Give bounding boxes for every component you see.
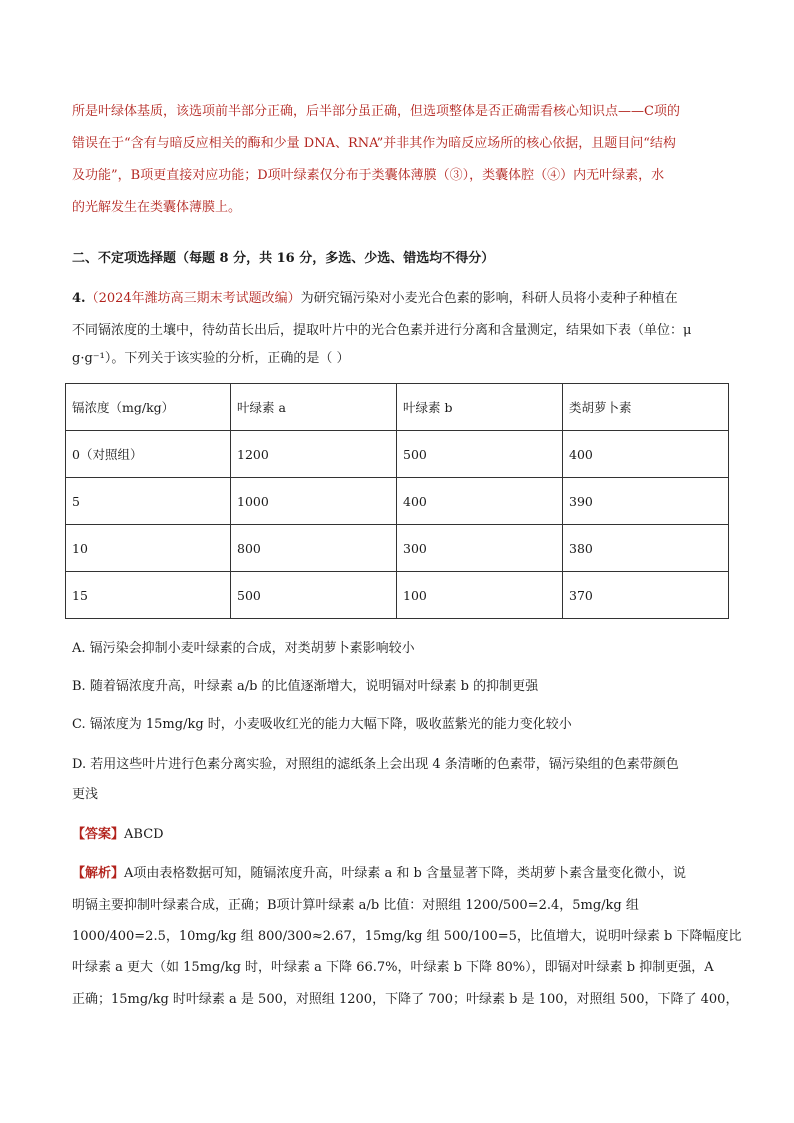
table-header-cell: 类胡萝卜素	[563, 384, 729, 431]
table-cell: 300	[397, 525, 563, 572]
table-cell: 10	[66, 525, 231, 572]
option-c: C. 镉浓度为 15mg/kg 时，小麦吸收红光的能力大幅下降，吸收蓝紫光的能力变化较小	[72, 717, 572, 732]
section-title: 二、不定项选择题（每题 8 分，共 16 分，多选、少选、错选均不得分）	[72, 251, 495, 266]
table-cell: 500	[231, 572, 397, 619]
question-stem-line-1	[72, 290, 678, 308]
question-source: （2024年潍坊高三期末考试题改编）	[85, 291, 301, 306]
table-cell: 1200	[231, 431, 397, 478]
analysis-label: 【解析】	[72, 866, 125, 881]
analysis-line-3: 1000/400=2.5，10mg/kg 组 800/300≈2.67，15mg/kg 组 500/100=5，比值增大，说明叶绿素 b 下降幅度比	[72, 929, 742, 944]
intro-line-2: 错误在于“含有与暗反应相关的酶和少量 DNA、RNA”并非其作为暗反应场所的核心依据，且题目问“结构	[72, 136, 676, 151]
table-row	[66, 478, 729, 525]
table-header-row	[66, 384, 729, 431]
table-cell: 1000	[231, 478, 397, 525]
question-stem-line-2: 不同镉浓度的土壤中，待幼苗长出后，提取叶片中的光合色素并进行分离和含量测定，结果如下表（单位：μ	[72, 323, 692, 338]
table-cell: 390	[563, 478, 729, 525]
intro-line-4: 的光解发生在类囊体薄膜上。	[72, 200, 242, 215]
table-cell: 5	[66, 478, 231, 525]
analysis-text-1: A项由表格数据可知，随镉浓度升高，叶绿素 a 和 b 含量显著下降，类胡萝卜素含量变化微小，说	[124, 866, 687, 881]
table-row	[66, 525, 729, 572]
table-header-cell: 镉浓度（mg/kg）	[66, 384, 231, 431]
question-stem-line-3: g·g⁻¹）。下列关于该实验的分析，正确的是（ ）	[72, 351, 350, 366]
intro-line-3: 及功能”，B项更直接对应功能；D项叶绿素仅分布于类囊体薄膜（③），类囊体腔（④）内无叶绿素，水	[72, 168, 665, 183]
option-b: B. 随着镉浓度升高，叶绿素 a/b 的比值逐渐增大，说明镉对叶绿素 b 的抑制更强	[72, 679, 539, 694]
answer-value: ABCD	[124, 827, 164, 842]
option-d-line-1: D. 若用这些叶片进行色素分离实验，对照组的滤纸条上会出现 4 条清晰的色素带，镉污染组的色素带颜色	[72, 757, 679, 772]
option-d-line-2: 更浅	[72, 787, 99, 802]
table-cell: 380	[563, 525, 729, 572]
analysis-line-2: 明镉主要抑制叶绿素合成，正确；B项计算叶绿素 a/b 比值：对照组 1200/500=2.4，5mg/kg 组	[72, 898, 639, 913]
answer-label: 【答案】	[72, 827, 125, 842]
answer-line	[72, 826, 164, 844]
table-cell: 400	[563, 431, 729, 478]
table-cell: 500	[397, 431, 563, 478]
question-number: 4.	[72, 291, 86, 306]
table-cell: 800	[231, 525, 397, 572]
analysis-line-5: 正确；15mg/kg 时叶绿素 a 是 500，对照组 1200，下降了 700；叶绿素 b 是 100，对照组 500，下降了 400，	[72, 992, 739, 1007]
table-cell: 100	[397, 572, 563, 619]
table-row	[66, 572, 729, 619]
table-row	[66, 431, 729, 478]
option-a: A. 镉污染会抑制小麦叶绿素的合成，对类胡萝卜素影响较小	[72, 641, 415, 656]
question-stem-text-1: 为研究镉污染对小麦光合色素的影响，科研人员将小麦种子种植在	[300, 291, 678, 306]
table-cell: 400	[397, 478, 563, 525]
pigment-table	[65, 383, 729, 619]
table-cell: 370	[563, 572, 729, 619]
table-cell: 0（对照组）	[66, 431, 231, 478]
intro-line-1: 所是叶绿体基质，该选项前半部分正确，后半部分虽正确，但选项整体是否正确需看核心知识点——C项的	[72, 104, 680, 119]
analysis-line-1	[72, 865, 686, 883]
table-header-cell: 叶绿素 b	[397, 384, 563, 431]
table-header-cell: 叶绿素 a	[231, 384, 397, 431]
analysis-line-4: 叶绿素 a 更大（如 15mg/kg 时，叶绿素 a 下降 66.7%，叶绿素 b 下降 80%），即镉对叶绿素 b 抑制更强，A	[72, 960, 714, 975]
table-cell: 15	[66, 572, 231, 619]
